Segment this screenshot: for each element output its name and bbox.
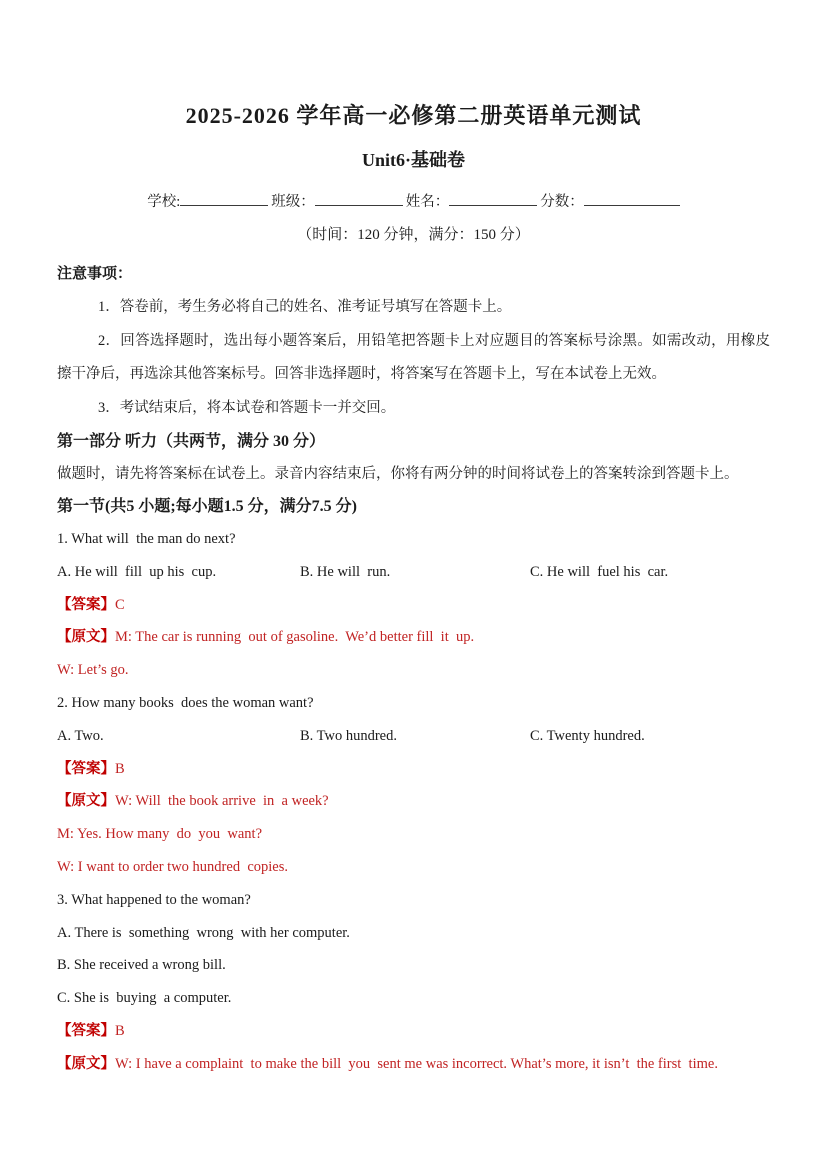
notice-item-1: 1．答卷前，考生务必将自己的姓名、准考证号填写在答题卡上。 — [98, 299, 512, 315]
question-2-option-a: A. Two. — [57, 727, 104, 744]
question-2-answer: B — [115, 760, 125, 777]
class-label: 班级： — [271, 194, 315, 210]
answer-label: 【答案】 — [57, 596, 115, 613]
section1-heading: 第一节(共5 小题;每小题1.5 分，满分7.5 分) — [57, 498, 357, 515]
answer-label: 【答案】 — [57, 760, 115, 777]
school-field — [147, 191, 271, 213]
page-subtitle: Unit6·基础卷 — [361, 150, 465, 170]
question-2-option-b: B. Two hundred. — [300, 727, 397, 744]
question-2-script-line-1 — [57, 785, 770, 818]
question-1-option-c: C. He will fuel his car. — [530, 563, 669, 580]
question-2-options — [57, 720, 770, 753]
notice-heading: 注意事项： — [57, 266, 133, 282]
listening-instruction: 做题时，请先将答案标在试卷上。录音内容结束后，你将有两分钟的时间将试卷上的答案转涂到答题卡上。 — [57, 466, 739, 482]
question-3-text: 3. What happened to the woman? — [57, 891, 251, 908]
question-3-option-a: A. There is something wrong with her computer. — [57, 924, 350, 941]
score-label: 分数： — [540, 194, 584, 210]
part1-heading: 第一部分 听力（共两节，满分 30 分） — [57, 433, 326, 450]
question-2-script-text: W: Will the book arrive in a week? — [115, 793, 329, 810]
score-blank — [584, 191, 680, 206]
script-label: 【原文】 — [57, 629, 115, 646]
question-2-script-line-3: W: I want to order two hundred copies. — [57, 858, 288, 875]
name-blank — [449, 191, 537, 206]
question-1-option-b: B. He will run. — [300, 563, 391, 580]
exam-time-line: （时间：120 分钟，满分：150 分） — [297, 227, 530, 243]
question-3-script-text: W: I have a complaint to make the bill you sent me was incorrect. What’s more, it isn’t the first time. — [115, 1055, 718, 1072]
question-1-answer-line — [57, 589, 770, 622]
question-1-answer: C — [115, 596, 125, 613]
class-blank — [315, 191, 403, 206]
question-3-option-b: B. She received a wrong bill. — [57, 957, 226, 974]
script-label: 【原文】 — [57, 793, 115, 810]
school-blank — [180, 191, 268, 206]
question-2-text: 2. How many books does the woman want? — [57, 694, 314, 711]
question-2-option-c: C. Twenty hundred. — [530, 727, 645, 744]
answer-label: 【答案】 — [57, 1022, 115, 1039]
notice-item-2: 2．回答选择题时，选出每小题答案后，用铅笔把答题卡上对应题目的答案标号涂黑。如需改动，用橡皮擦干净后，再选涂其他答案标号。回答非选择题时，将答案写在答题卡上，写在本试卷上无效。 — [57, 332, 770, 382]
question-1-options — [57, 556, 770, 589]
school-label: 学校: — [147, 194, 181, 210]
question-1-script-line-1 — [57, 621, 770, 654]
notice-item-3: 3．考试结束后，将本试卷和答题卡一并交回。 — [98, 399, 396, 416]
name-label: 姓名： — [405, 194, 450, 210]
question-2-answer-line — [57, 753, 770, 786]
student-info-line — [57, 191, 770, 213]
question-1-script-text: M: The car is running out of gasoline. We’d better fill it up. — [115, 629, 475, 646]
score-field — [540, 191, 680, 213]
name-field — [406, 191, 541, 213]
question-1-text: 1. What will the man do next? — [57, 531, 236, 547]
question-3-script-line-1 — [57, 1048, 770, 1081]
question-1-script-line-2: W: Let’s go. — [57, 662, 129, 679]
page-title: 2025-2026 学年高一必修第二册英语单元测试 — [185, 103, 642, 128]
script-label: 【原文】 — [57, 1055, 115, 1072]
question-3-answer: B — [115, 1022, 125, 1039]
question-2-script-line-2: M: Yes. How many do you want? — [57, 826, 263, 843]
question-3-option-c: C. She is buying a computer. — [57, 990, 232, 1007]
question-3-answer-line — [57, 1015, 770, 1048]
question-1-option-a: A. He will fill up his cup. — [57, 563, 217, 580]
class-field — [271, 191, 406, 213]
